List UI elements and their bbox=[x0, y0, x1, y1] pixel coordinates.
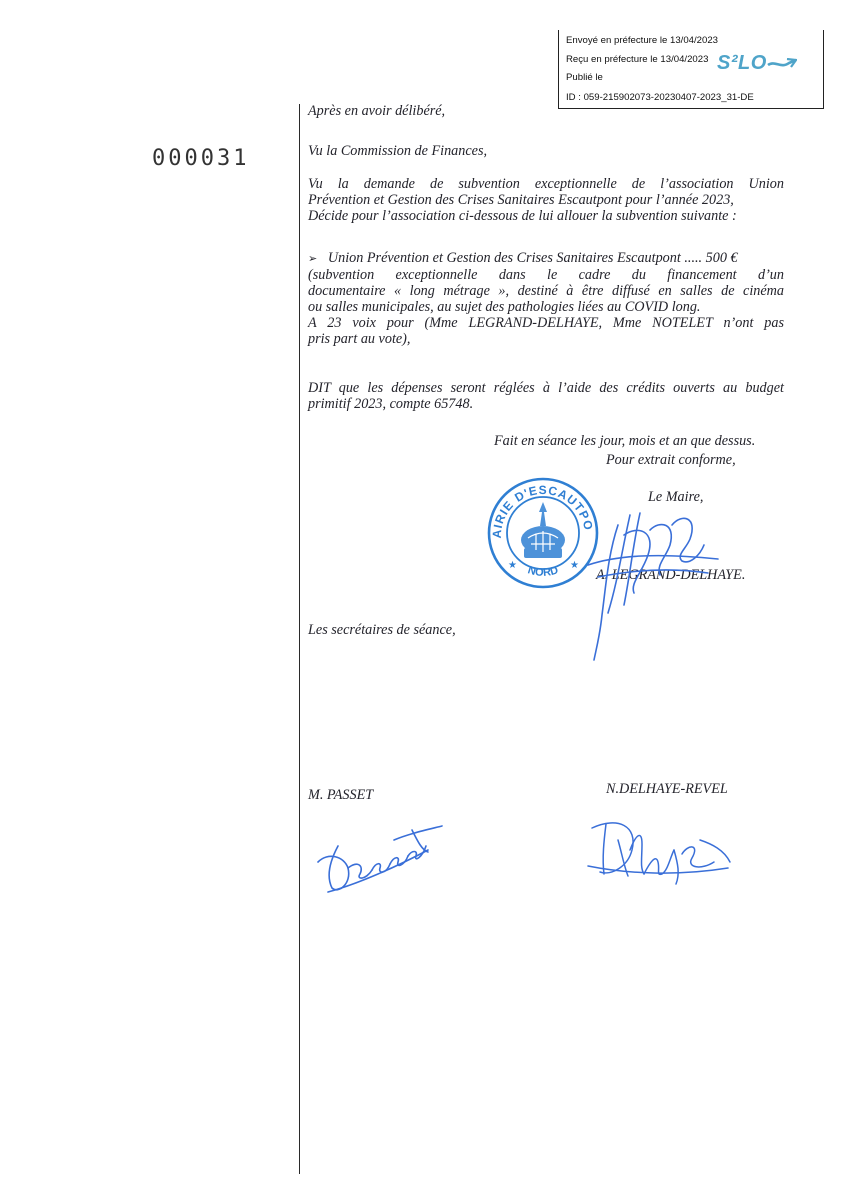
bullet-line-3: documentaire « long métrage », destiné à être diffusé en salles de cinéma bbox=[308, 283, 784, 299]
seal-bottom-text: NORD bbox=[526, 564, 560, 580]
commission-line: Vu la Commission de Finances, bbox=[308, 143, 488, 159]
mayor-signature bbox=[578, 495, 728, 665]
secretaries-label: Les secrétaires de séance, bbox=[308, 622, 456, 638]
arrow-bullet-icon: ➢ bbox=[308, 252, 318, 265]
request-paragraph bbox=[308, 176, 784, 224]
seal-top-text: AIRIE D'ESCAUTPO bbox=[489, 482, 596, 539]
decision-line: Décide pour l’association ci-dessous de lui allouer la subvention suivante : bbox=[308, 208, 737, 224]
bullet-line-1 bbox=[308, 250, 784, 267]
stamp-id: ID : 059-215902073-20230407-2023_31-DE bbox=[566, 92, 754, 103]
bullet-line-2: (subvention exceptionnelle dans le cadre du financement d’un bbox=[308, 267, 784, 283]
dit-line-1: DIT que les dépenses seront réglées à l’aide des crédits ouverts au budget bbox=[308, 380, 784, 396]
certified-conform: Pour extrait conforme, bbox=[606, 452, 736, 468]
passet-signature bbox=[308, 806, 448, 896]
svg-text:★: ★ bbox=[570, 560, 579, 571]
s2low-logo-text: S²LO bbox=[717, 52, 767, 74]
stamp-sent: Envoyé en préfecture le 13/04/2023 bbox=[566, 35, 719, 46]
dit-paragraph bbox=[308, 380, 784, 412]
prefecture-stamp bbox=[558, 30, 824, 109]
mayor-name: A. LEGRAND-DELHAYE. bbox=[596, 567, 746, 583]
request-line-1: Vu la demande de subvention exceptionnelle de l’association Union bbox=[308, 176, 784, 192]
s2low-logo bbox=[717, 52, 797, 75]
secretary-right-name: N.DELHAYE-REVEL bbox=[606, 781, 728, 797]
bullet-line-4: ou salles municipales, au sujet des pathologies liées au COVID long. bbox=[308, 299, 701, 315]
vote-line-2: pris part au vote), bbox=[308, 331, 411, 347]
mayor-title: Le Maire, bbox=[648, 489, 704, 505]
after-deliberation: Après en avoir délibéré, bbox=[308, 103, 446, 119]
arrow-icon bbox=[767, 58, 797, 70]
svg-text:NORD bbox=[526, 564, 560, 579]
margin-line bbox=[299, 104, 300, 1174]
svg-text:★: ★ bbox=[508, 560, 517, 571]
vote-line-1: A 23 voix pour (Mme LEGRAND-DELHAYE, Mme NOTELET n’ont pas bbox=[308, 315, 784, 331]
document-number: 000031 bbox=[152, 146, 250, 171]
stamp-published: Publié le bbox=[566, 72, 603, 83]
stamp-received: Reçu en préfecture le 13/04/2023 bbox=[566, 54, 709, 65]
done-in-session: Fait en séance les jour, mois et an que dessus. bbox=[494, 433, 756, 449]
subsidy-bullet bbox=[308, 250, 784, 347]
dit-line-2: primitif 2023, compte 65748. bbox=[308, 396, 474, 412]
delhaye-revel-signature bbox=[578, 810, 738, 890]
secretary-left-name: M. PASSET bbox=[308, 787, 374, 803]
bullet-line-1-text: Union Prévention et Gestion des Crises Sanitaires Escautpont ..... 500 € bbox=[327, 250, 738, 266]
request-line-2: Prévention et Gestion des Crises Sanitaires Escautpont pour l’année 2023, bbox=[308, 192, 734, 208]
